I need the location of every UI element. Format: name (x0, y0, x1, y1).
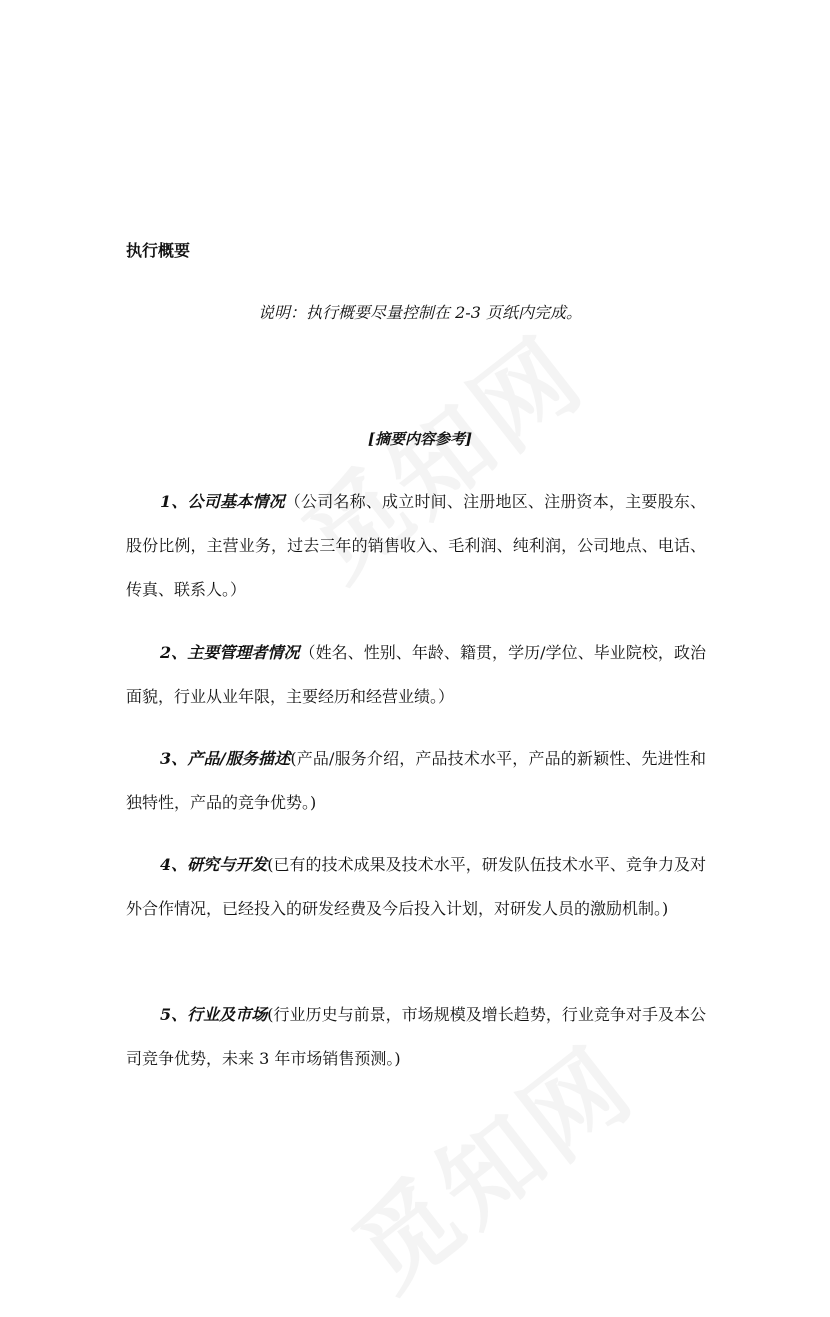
summary-item-management (126, 631, 706, 719)
item-title: 3、产品/服务描述 (160, 749, 291, 768)
summary-item-market (126, 993, 706, 1081)
item-body: (行业历史与前景，市场规模及增长趋势，行业竞争对手及本公司竞争优势，未来 3 年市场销售预测。) (126, 1005, 706, 1068)
section-heading: 执行概要 (126, 241, 191, 260)
item-title: 4、研究与开发 (160, 855, 268, 874)
instruction-note: 说明：执行概要尽量控制在 2-3 页纸内完成。 (258, 303, 582, 322)
summary-item-products (126, 737, 706, 825)
summary-item-company-info (126, 480, 706, 612)
item-body: （姓名、性别、年龄、籍贯，学历/学位、毕业院校，政治面貌，行业从业年限，主要经历和经营业绩。） (126, 643, 706, 706)
item-title: 1、公司基本情况 (160, 492, 285, 511)
item-body: (产品/服务介绍，产品技术水平，产品的新颖性、先进性和独特性，产品的竞争优势。) (126, 749, 706, 812)
item-title: 5、行业及市场 (160, 1005, 268, 1024)
summary-item-research (126, 843, 706, 931)
item-body: (已有的技术成果及技术水平，研发队伍技术水平、竞争力及对外合作情况，已经投入的研发经费及今后投入计划，对研发人员的激励机制。) (126, 855, 706, 918)
summary-subtitle: [摘要内容参考] (367, 430, 473, 448)
item-body: （公司名称、成立时间、注册地区、注册资本，主要股东、股份比例，主营业务，过去三年的销售收入、毛利润、纯利润，公司地点、电话、传真、联系人。） (126, 492, 706, 599)
item-title: 2、主要管理者情况 (160, 643, 300, 662)
